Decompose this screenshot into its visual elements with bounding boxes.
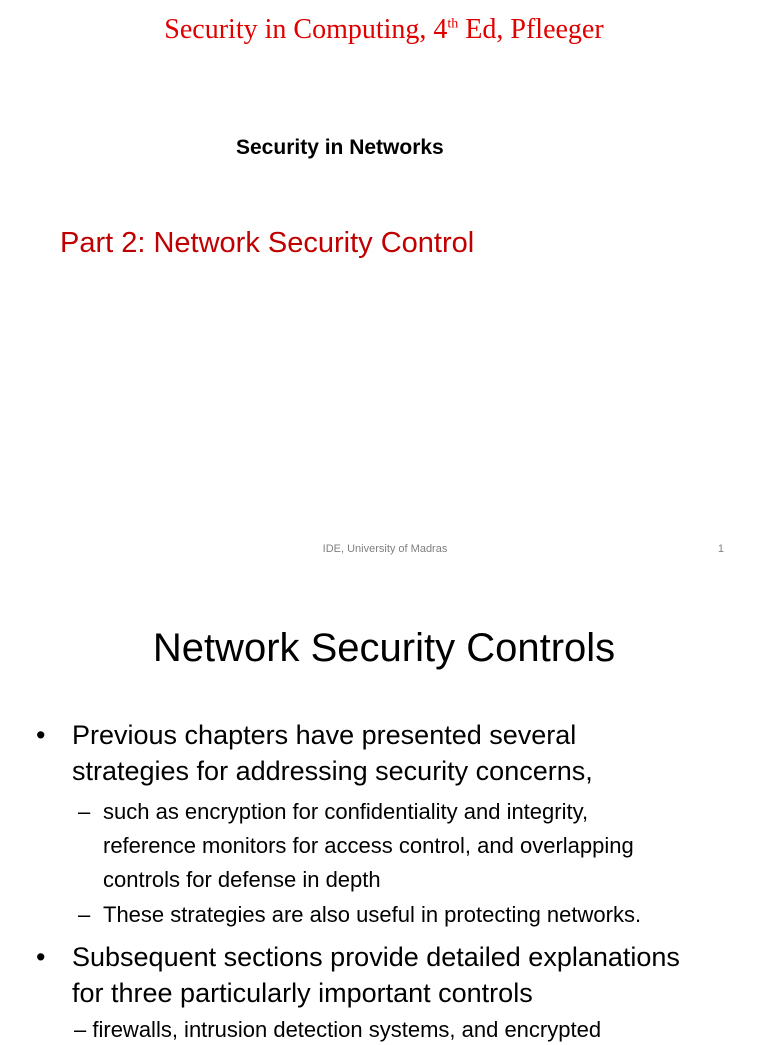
bullet-text	[72, 717, 752, 789]
sub-bullet-marker: –	[78, 902, 91, 927]
bullet-line: Subsequent sections provide detailed explanations	[72, 942, 680, 972]
bullet-marker: •	[36, 720, 46, 750]
bullet-line: for three particularly important controls	[72, 978, 533, 1008]
slide-footer: IDE, University of Madras	[322, 543, 448, 555]
book-title: Security in Computing, 4th Ed, Pfleeger	[164, 14, 604, 45]
page-number: 1	[717, 543, 724, 555]
sub-bullet-line: These strategies are also useful in protecting networks.	[103, 902, 642, 927]
sub-bullet-item-partial	[74, 1015, 601, 1045]
sub-bullet-marker: –	[74, 1017, 87, 1042]
bullet-line: strategies for addressing security concerns,	[72, 756, 593, 786]
part-title: Part 2: Network Security Control	[60, 227, 475, 259]
sub-bullet-marker: –	[78, 799, 91, 824]
bullet-text	[72, 939, 752, 1011]
sub-bullet-line: controls for defense in depth	[103, 867, 381, 892]
sub-bullet-text	[103, 795, 743, 897]
sub-bullet-line: firewalls, intrusion detection systems, and encrypted	[92, 1017, 602, 1042]
bullet-line: Previous chapters have presented several	[72, 720, 577, 750]
sub-bullet-text	[103, 898, 743, 932]
bullet-marker: •	[36, 942, 46, 972]
sub-bullet-line: such as encryption for confidentiality and integrity,	[103, 799, 589, 824]
slide-title: Network Security Controls	[152, 626, 616, 670]
sub-bullet-line: reference monitors for access control, and overlapping	[103, 833, 634, 858]
chapter-title: Security in Networks	[236, 136, 444, 159]
slide-2	[0, 576, 768, 1042]
